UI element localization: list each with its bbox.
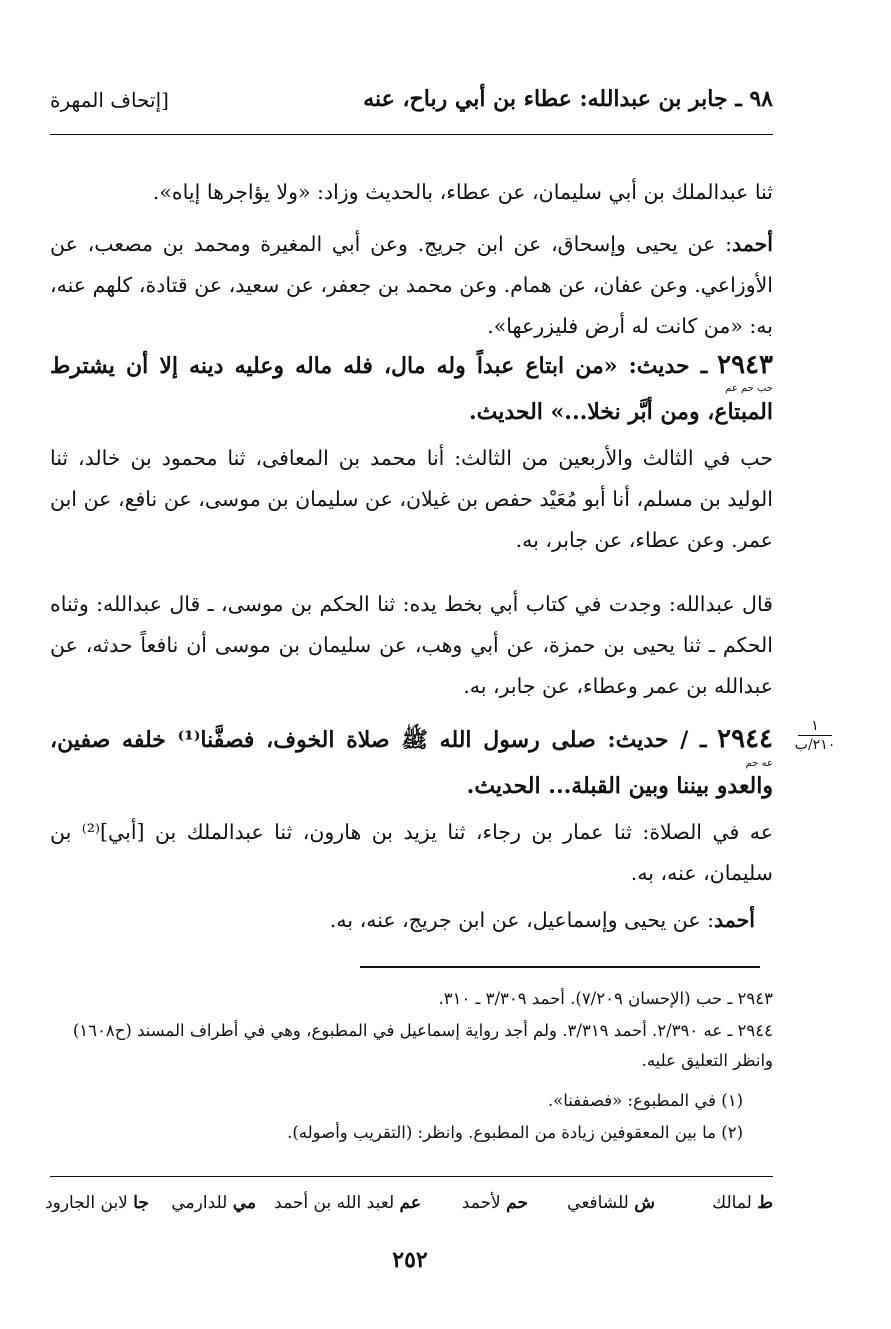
margin-folio-bottom: ٢١٠/ب <box>794 737 836 753</box>
page-number: ٢٥٢ <box>392 1247 428 1273</box>
abbr-item: ط لمالك <box>712 1193 773 1213</box>
abbr-item: مي للدارمي <box>171 1193 256 1213</box>
paragraph-text: : عن يحيى وإسماعيل، عن ابن جريج، عنه، به. <box>329 908 715 932</box>
margin-folio-top: ١ <box>811 718 819 734</box>
footnote-2944: ٢٩٤٤ ـ عه ٢/٣٩٠. أحمد ٣/٣١٩. ولم أجد رواية إسماعيل في المطبوع، وهي في أطراف المسند (ح١٦٠٨) وانظر التعليق عليه. <box>72 1021 773 1070</box>
paragraph-hibban: حب في الثالث والأربعين من الثالث: أنا محمد بن المعافى، ثنا محمود بن خالد، ثنا الوليد بن مسلم، أنا أبو مُعَيْد حفص بن غيلان، عن سليمان بن موسى، عن نافع، عن ابن عمر. وعن عطاء، عن جابر، به. <box>50 446 773 552</box>
hadith-source-marks: عه حم <box>745 758 773 769</box>
footnote-2943: ٢٩٤٣ ـ حب (الإحسان ٧/٢٠٩). أحمد ٣/٣٠٩ ـ ٣١٠. <box>438 989 773 1008</box>
abbreviation-rule <box>50 1176 773 1177</box>
abbr-item: جا لابن الجارود <box>45 1193 149 1213</box>
paragraph-lead: أحمد <box>732 232 773 256</box>
footnote-2: (٢) ما بين المعقوفين زيادة من المطبوع. وانظر: (التقريب وأصوله). <box>287 1123 743 1142</box>
hadith-text: ـ حديث: «من ابتاع عبداً وله مال، فله ماله وعليه دينه إلا أن يشترط المبتاع، ومن أبَّر نخلا...» الحديث. <box>50 353 773 425</box>
abbr-item: ش للشافعي <box>567 1193 655 1213</box>
paragraph-abdullah: قال عبدالله: وجدت في كتاب أبي بخط يده: ثنا الحكم بن موسى، ـ قال عبدالله: وثناه الحكم ـ ثنا يحيى بن حمزة، عن أبي وهب، عن سليمان بن موسى أن نافعاً حدثه، عن عبدالله بن عمر وعطاء، عن جابر، به. <box>50 592 773 698</box>
paragraph-lead: أحمد <box>714 908 755 932</box>
abbr-item: حم لأحمد <box>461 1193 528 1213</box>
abbreviation-key <box>45 1193 773 1223</box>
margin-folio-note <box>790 717 840 754</box>
hadith-number: ٢٩٤٣ <box>717 350 773 380</box>
hadith-text: ـ / حديث: صلى رسول الله ﷺ صلاة الخوف، فصفَّنا⁽¹⁾ خلفه صفين، والعدو بيننا وبين القبلة... الحديث. <box>50 727 773 799</box>
hadith-2944 <box>50 716 773 809</box>
hadith-2943 <box>50 342 773 435</box>
footnote-1: (١) في المطبوع: «فصففنا». <box>547 1091 743 1110</box>
paragraph-text: : عن يحيى وإسحاق، عن ابن جريج. وعن أبي المغيرة ومحمد بن مصعب، عن الأوزاعي. وعن عفان، عن همام. وعن محمد بن جعفر، عن سعيد، عن قتادة، كلهم عنه، به: «من كانت له أرض فليزرعها». <box>50 232 773 338</box>
paragraph-ahmad <box>50 224 773 347</box>
running-header-title: ٩٨ ـ جابر بن عبدالله: عطاء بن أبي رباح، عنه <box>363 86 773 112</box>
header-rule <box>50 134 773 135</box>
paragraph-ahmad-2 <box>50 900 773 941</box>
hadith-number: ٢٩٤٤ <box>717 724 773 754</box>
running-header-book: [إتحاف المهرة <box>50 88 169 112</box>
paragraph-awana: عه في الصلاة: ثنا عمار بن رجاء، ثنا يزيد بن هارون، ثنا عبدالملك بن [أبي]⁽²⁾ بن سليمان، عنه، به. <box>50 820 773 885</box>
abbr-item: عم لعبد الله بن أحمد <box>274 1193 421 1213</box>
paragraph-continuation: ثنا عبدالملك بن أبي سليمان، عن عطاء، بالحديث وزاد: «ولا يؤاجرها إياه». <box>152 180 773 204</box>
footnote-rule <box>360 966 760 968</box>
hadith-source-marks: حب حم عم <box>725 383 773 394</box>
